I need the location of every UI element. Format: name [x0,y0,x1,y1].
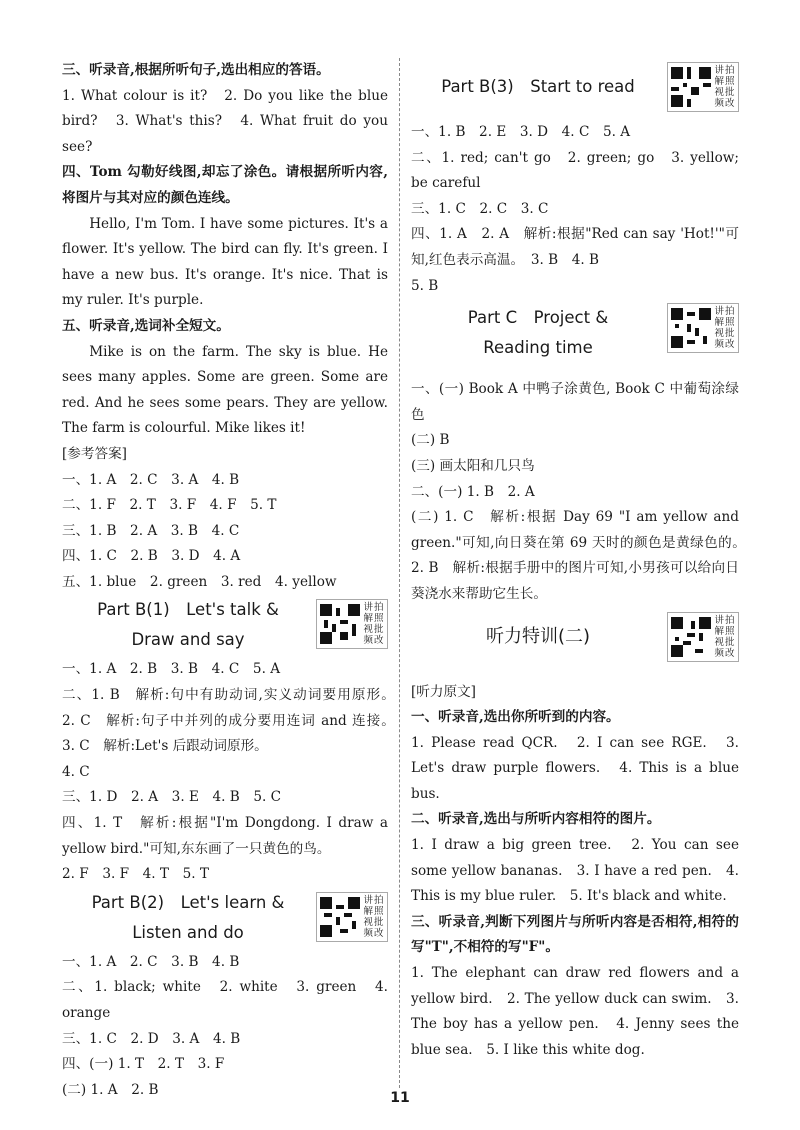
section-header-part-b3 [411,58,739,120]
answer-line: 四、1. A 2. A 解析:根据"Red can say 'Hot!'"可知,红色表示高温。 3. B 4. B [411,226,739,268]
answer-line: 一、1. A 2. C 3. B 4. B [62,953,240,970]
transcript-label: [听力原文] [411,683,476,700]
answer-line: 2. F 3. F 4. T 5. T [62,866,209,883]
section-heading: 一、听录音,选出你所听到的内容。 [411,709,620,726]
answer-line: 一、1. A 2. C 3. A 4. B [62,471,240,488]
listening-passage: Mike is on the farm. The sky is blue. He sees many apples. Some are green. Some are red. And he sees some pears. They are yellow. The farm is colourful. Mike likes it! [62,343,388,437]
section-title: Part B(2) Let's learn & Listen and do [91,892,285,942]
answer-line: 二、(一) 1. B 2. A [411,483,535,500]
left-column [62,58,402,1103]
qr-label: 讲拍解照视批频改 [714,614,736,659]
question-text: 1. What colour is it? 2. Do you like the blue bird? 3. What's this? 4. What fruit do you see? [62,87,388,155]
answer-line: 5. B [411,277,439,294]
answer-line: 四、(一) 1. T 2. T 3. F [62,1056,225,1073]
section-title: Part B(1) Let's talk & Draw and say [97,600,279,650]
answer-line: 三、1. C 2. C 3. C [411,200,549,217]
section-heading: 三、听录音,判断下列图片与所听内容是否相符,相符的写"T",不相符的写"F"。 [411,913,739,956]
answer-line: (二) 1. A 2. B [62,1081,159,1098]
answer-line: 一、(一) Book A 中鸭子涂黄色, Book C 中葡萄涂绿色 [411,381,739,423]
section-header-part-b1 [62,595,388,657]
answer-line: 三、1. D 2. A 3. E 4. B 5. C [62,789,282,806]
answer-line: 一、1. B 2. E 3. D 4. C 5. A [411,124,631,140]
section-header-part-c [411,299,739,377]
section-title: Part B(3) Start to read [441,77,635,96]
answer-line: 五、1. blue 2. green 3. red 4. yellow [62,573,337,590]
answer-line: 二、1. F 2. T 3. F 4. F 5. T [62,497,277,514]
answer-line: (二) B [411,432,450,449]
answer-line: 二、1. red; can't go 2. green; go 3. yellow; be careful [411,149,739,192]
right-column [411,58,753,1063]
qr-code-icon [320,604,360,644]
section-header-part-b2 [62,888,388,950]
qr-label: 讲拍解照视批频改 [363,894,385,939]
answer-line: 四、1. T 解析:根据"I'm Dongdong. I draw a yellow bird."可知,东东画了一只黄色的鸟。 [62,815,388,857]
answer-line: (二) 1. C 解析:根据 Day 69 "I am yellow and green."可知,向日葵在第 69 天时的颜色是黄绿色的。 2. B 解析:根据手册中的图片可知,小男孩可以给向日葵浇水来帮助它生长。 [411,509,753,602]
answer-line: 三、1. B 2. A 3. B 4. C [62,522,240,539]
qr-code-icon [320,897,360,937]
qr-label: 讲拍解照视批频改 [363,602,385,647]
answer-line: 二、1. B 解析:句中有助动词,实义动词要用原形。 2. C 解析:句子中并列的成分要用连词 and 连接。 3. C 解析:Let's 后跟动词原形。 [62,687,402,755]
transcript-text: 1. I draw a big green tree. 2. You can see some yellow bananas. 3. I have a red pen. 4. This is my blue ruler. 5. It's black and white. [411,837,739,905]
qr-code-badge[interactable] [667,62,739,112]
answer-line: 三、1. C 2. D 3. A 4. B [62,1030,241,1047]
column-divider [399,58,400,1088]
qr-label: 讲拍解照视批频改 [714,306,736,351]
qr-code-badge[interactable] [316,892,388,942]
section-heading: 三、听录音,根据所听句子,选出相应的答语。 [62,62,330,78]
answer-line: (三) 画太阳和几只鸟 [411,457,535,474]
answer-line: 4. C [62,763,90,780]
section-heading: 二、听录音,选出与所听内容相符的图片。 [411,811,661,828]
section-title: Part C Project & Reading time [467,308,609,358]
qr-code-icon [671,67,711,107]
qr-code-icon [671,617,711,657]
section-heading: 五、听录音,选词补全短文。 [62,317,230,334]
transcript-text: 1. Please read QCR. 2. I can see RGE. 3. Let's draw purple flowers. 4. This is a blue bus. [411,734,739,802]
page-number: 11 [390,1090,410,1106]
qr-code-icon [671,308,711,348]
answer-line: 一、1. A 2. B 3. B 4. C 5. A [62,661,281,678]
transcript-text: 1. The elephant can draw red flowers and a yellow bird. 2. The yellow duck can swim. 3. The boy has a yellow pen. 4. Jenny sees the blue sea. 5. I like this white dog. [411,965,739,1058]
qr-code-badge[interactable] [667,303,739,353]
qr-label: 讲拍解照视批频改 [714,65,736,109]
qr-code-badge[interactable] [316,599,388,649]
answer-line: 二、1. black; white 2. white 3. green 4. orange [62,979,388,1021]
section-header-listening-2 [411,608,739,680]
qr-code-badge[interactable] [667,612,739,662]
listening-passage: Hello, I'm Tom. I have some pictures. It's a flower. It's yellow. The bird can fly. It's green. I have a new bus. It's orange. It's nice. That is my ruler. It's purple. [62,215,388,309]
answer-key-label: [参考答案] [62,445,127,462]
answer-line: 四、1. C 2. B 3. D 4. A [62,548,241,565]
section-title: 听力特训(二) [485,625,591,647]
section-heading: 四、Tom 勾勒好线图,却忘了涂色。请根据所听内容,将图片与其对应的颜色连线。 [62,164,388,206]
